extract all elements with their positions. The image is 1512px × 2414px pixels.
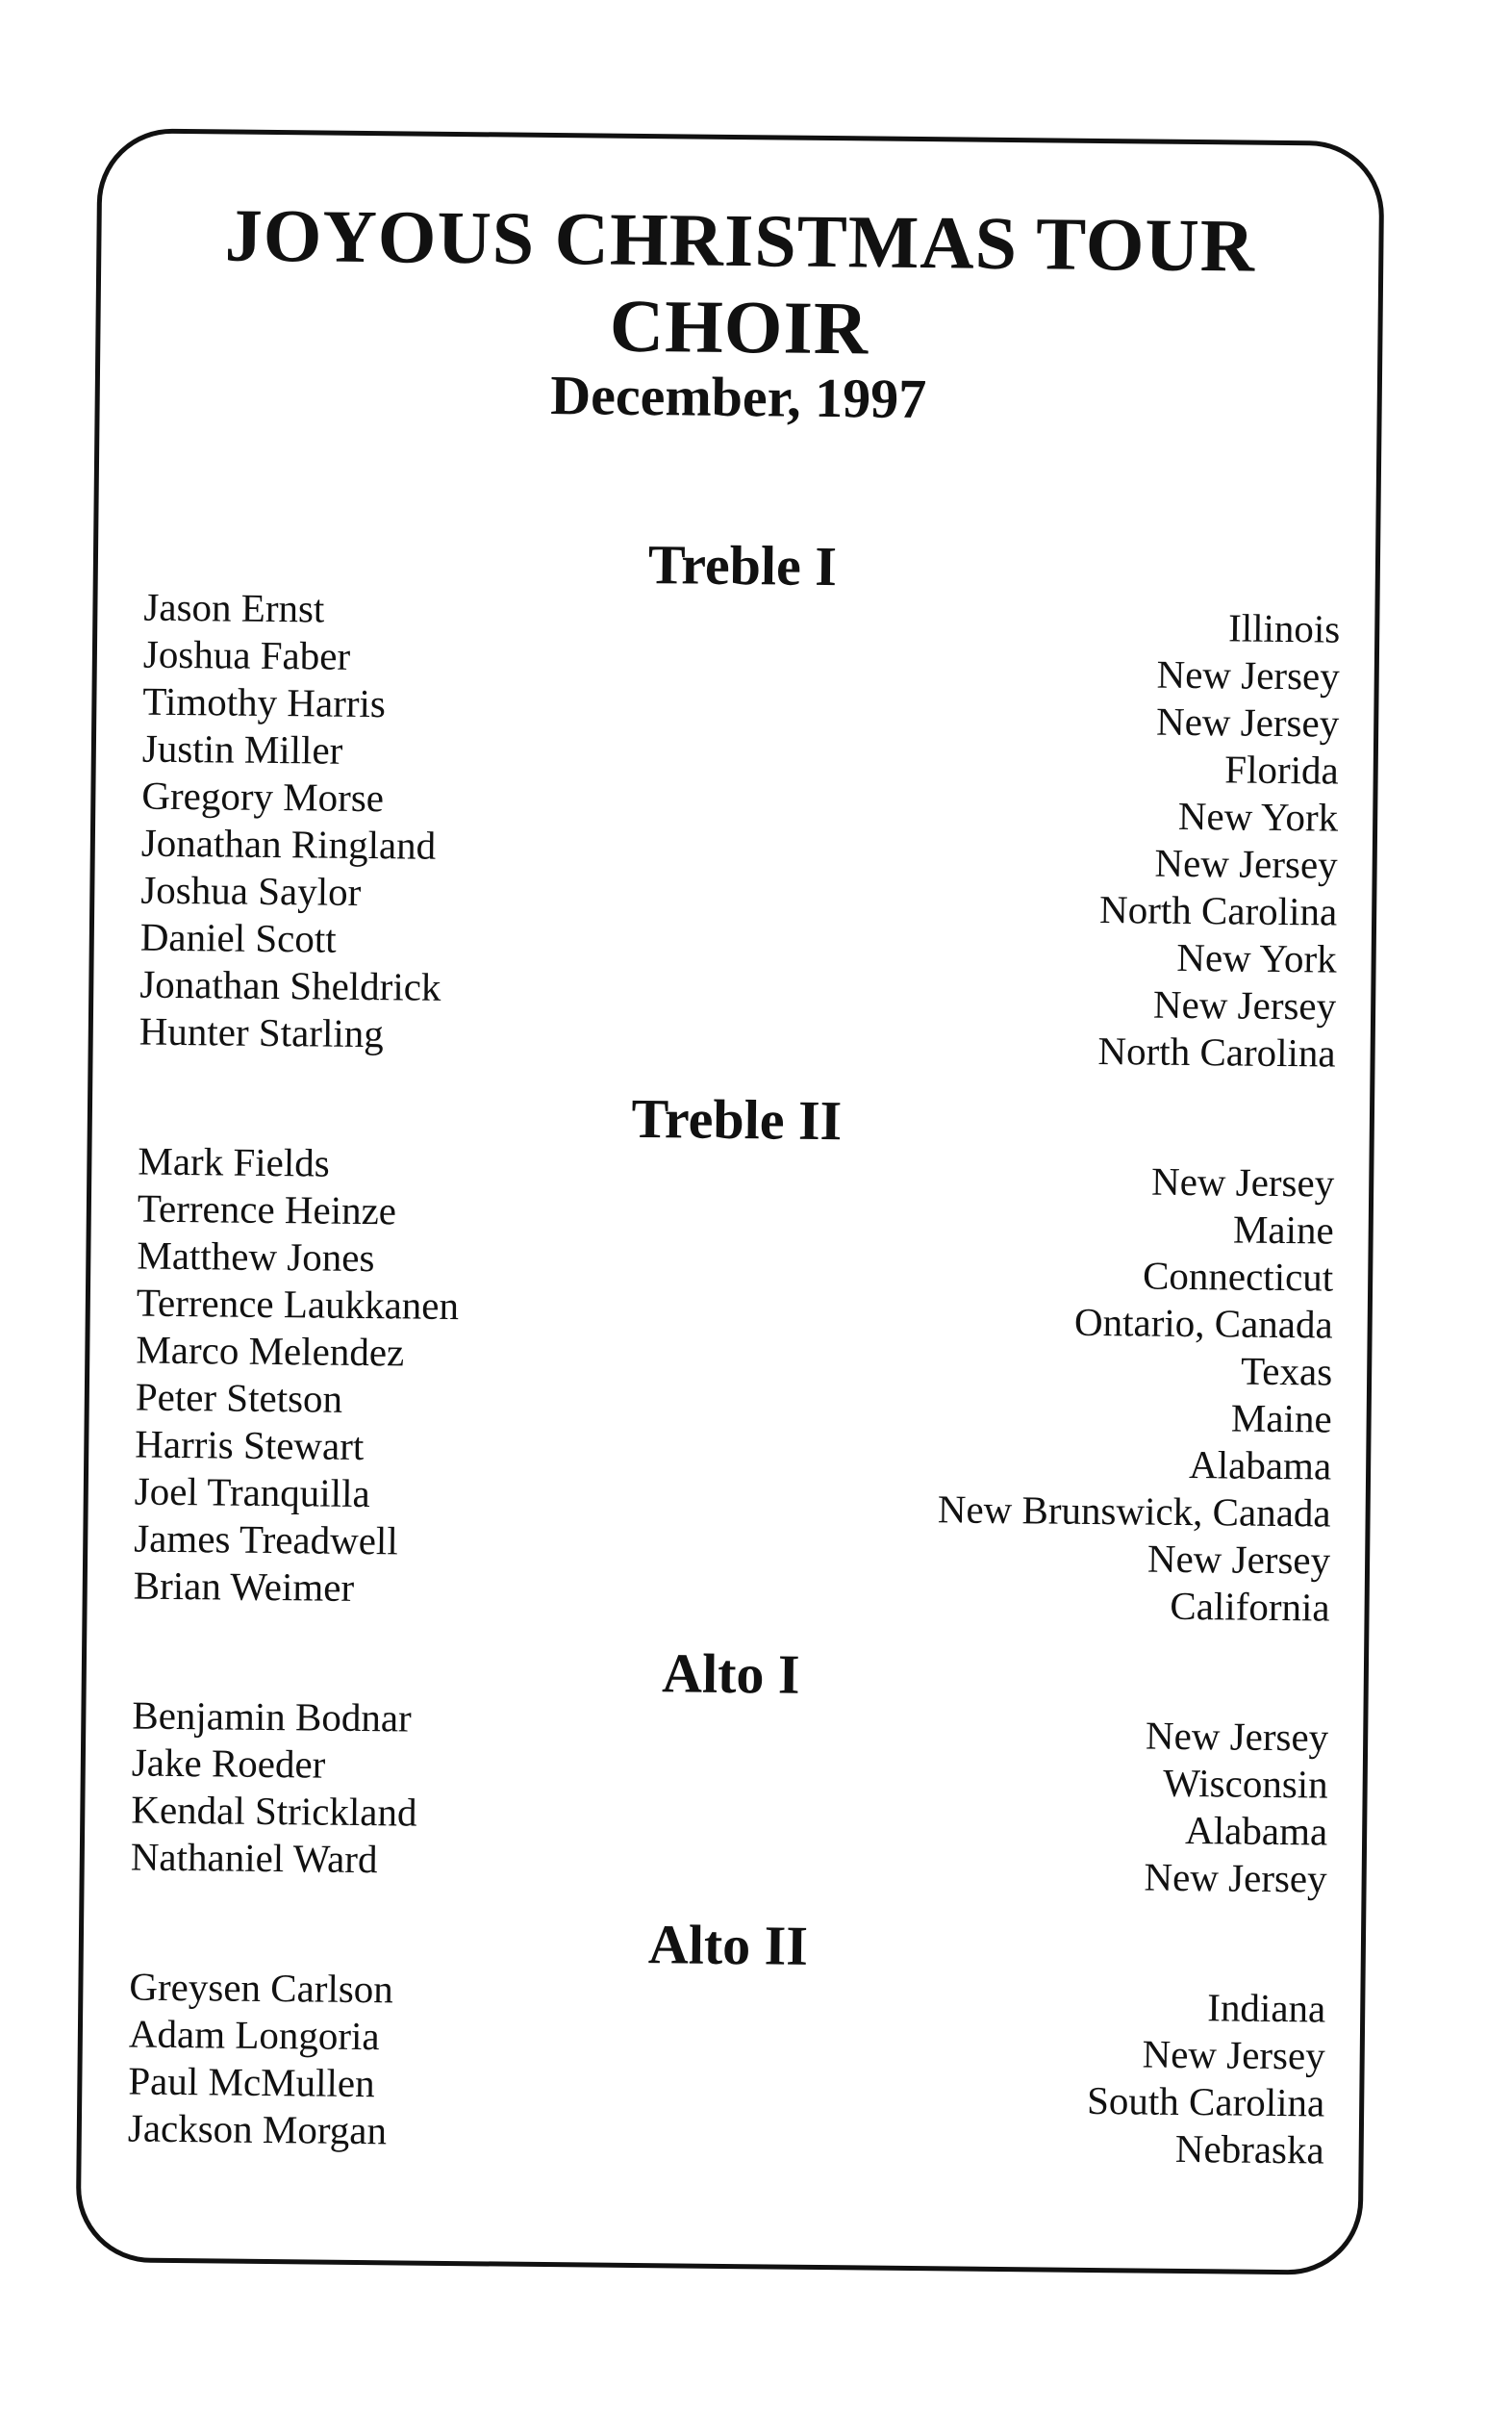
member-name: Mark Fields bbox=[138, 1138, 330, 1185]
tour-date: December, 1997 bbox=[549, 364, 927, 431]
member-name: Timothy Harris bbox=[142, 678, 387, 726]
member-home: New Jersey bbox=[1145, 1713, 1329, 1760]
member-name: Hunter Starling bbox=[139, 1008, 384, 1056]
member-name: Marco Melendez bbox=[136, 1327, 405, 1375]
member-name: Harris Stewart bbox=[135, 1421, 365, 1469]
member-name: Terrence Heinze bbox=[137, 1185, 397, 1233]
member-home: New Jersey bbox=[1150, 1158, 1335, 1206]
member-home: Nebraska bbox=[1174, 2125, 1324, 2173]
member-home: New Jersey bbox=[1142, 2031, 1325, 2078]
member-name: Jonathan Sheldrick bbox=[139, 961, 441, 1009]
section-treble-ii bbox=[133, 1082, 1336, 1630]
member-name: Adam Longoria bbox=[128, 2011, 380, 2059]
member-home: Indiana bbox=[1207, 1985, 1326, 2031]
member-home: Maine bbox=[1230, 1395, 1332, 1441]
member-home: New Jersey bbox=[1144, 1854, 1327, 1901]
member-home: Connecticut bbox=[1142, 1253, 1334, 1300]
member-list bbox=[139, 584, 1341, 1076]
member-name: Joshua Faber bbox=[142, 631, 351, 678]
member-home: California bbox=[1170, 1583, 1330, 1630]
member-home: New Jersey bbox=[1156, 651, 1340, 699]
member-home: Ontario, Canada bbox=[1073, 1299, 1333, 1347]
member-home: Texas bbox=[1240, 1348, 1333, 1394]
section-heading: Treble II bbox=[631, 1086, 843, 1153]
member-name: Jason Ernst bbox=[143, 584, 325, 631]
member-home: New Jersey bbox=[1155, 699, 1340, 746]
member-home: Illinois bbox=[1227, 605, 1341, 651]
member-name: Brian Weimer bbox=[133, 1563, 355, 1610]
section-heading: Alto II bbox=[647, 1913, 809, 1977]
section-heading: Treble I bbox=[647, 533, 838, 598]
member-name: Matthew Jones bbox=[137, 1232, 375, 1281]
roster-sections bbox=[127, 528, 1341, 2192]
member-home: New Jersey bbox=[1154, 840, 1338, 887]
title-line-1: JOYOUS CHRISTMAS TOUR bbox=[224, 192, 1256, 288]
member-name: Nathaniel Ward bbox=[130, 1834, 378, 1882]
member-name: Terrence Laukkanen bbox=[136, 1280, 460, 1329]
member-home: New York bbox=[1177, 793, 1339, 840]
section-heading: Alto I bbox=[661, 1641, 800, 1706]
member-home: North Carolina bbox=[1098, 887, 1338, 934]
member-home: Alabama bbox=[1184, 1807, 1328, 1854]
member-home: New Brunswick, Canada bbox=[937, 1487, 1331, 1536]
member-home: Maine bbox=[1232, 1207, 1334, 1253]
member-name: Justin Miller bbox=[141, 725, 343, 773]
member-home: New Jersey bbox=[1152, 981, 1337, 1029]
member-name: Paul McMullen bbox=[128, 2058, 375, 2106]
member-home: South Carolina bbox=[1086, 2077, 1325, 2125]
page-title bbox=[100, 191, 1379, 377]
member-name: Kendal Strickland bbox=[131, 1787, 417, 1835]
member-home: Florida bbox=[1224, 747, 1339, 793]
member-list bbox=[127, 1964, 1326, 2173]
member-name: Greysen Carlson bbox=[129, 1964, 394, 2012]
member-home: Alabama bbox=[1188, 1442, 1332, 1488]
member-home: Wisconsin bbox=[1163, 1760, 1328, 1807]
member-name: Jackson Morgan bbox=[127, 2105, 388, 2153]
member-home: New Jersey bbox=[1147, 1536, 1331, 1583]
section-treble-i bbox=[139, 528, 1342, 1076]
member-name: Gregory Morse bbox=[141, 773, 385, 821]
member-home: North Carolina bbox=[1097, 1028, 1336, 1076]
member-home: New York bbox=[1176, 934, 1337, 981]
title-line-2: CHOIR bbox=[609, 283, 869, 370]
member-name: Benjamin Bodnar bbox=[132, 1692, 412, 1741]
member-name: James Treadwell bbox=[134, 1515, 398, 1563]
member-name: Joshua Saylor bbox=[140, 867, 362, 914]
member-list bbox=[133, 1138, 1335, 1630]
section-alto-i bbox=[130, 1637, 1330, 1901]
member-name: Jonathan Ringland bbox=[140, 820, 437, 868]
member-name: Peter Stetson bbox=[135, 1374, 343, 1421]
member-name: Daniel Scott bbox=[139, 914, 337, 961]
member-list bbox=[130, 1692, 1329, 1901]
member-name: Jake Roeder bbox=[131, 1740, 326, 1787]
choir-roster-card bbox=[75, 128, 1384, 2275]
section-alto-ii bbox=[127, 1908, 1327, 2173]
member-name: Joel Tranquilla bbox=[134, 1468, 370, 1516]
